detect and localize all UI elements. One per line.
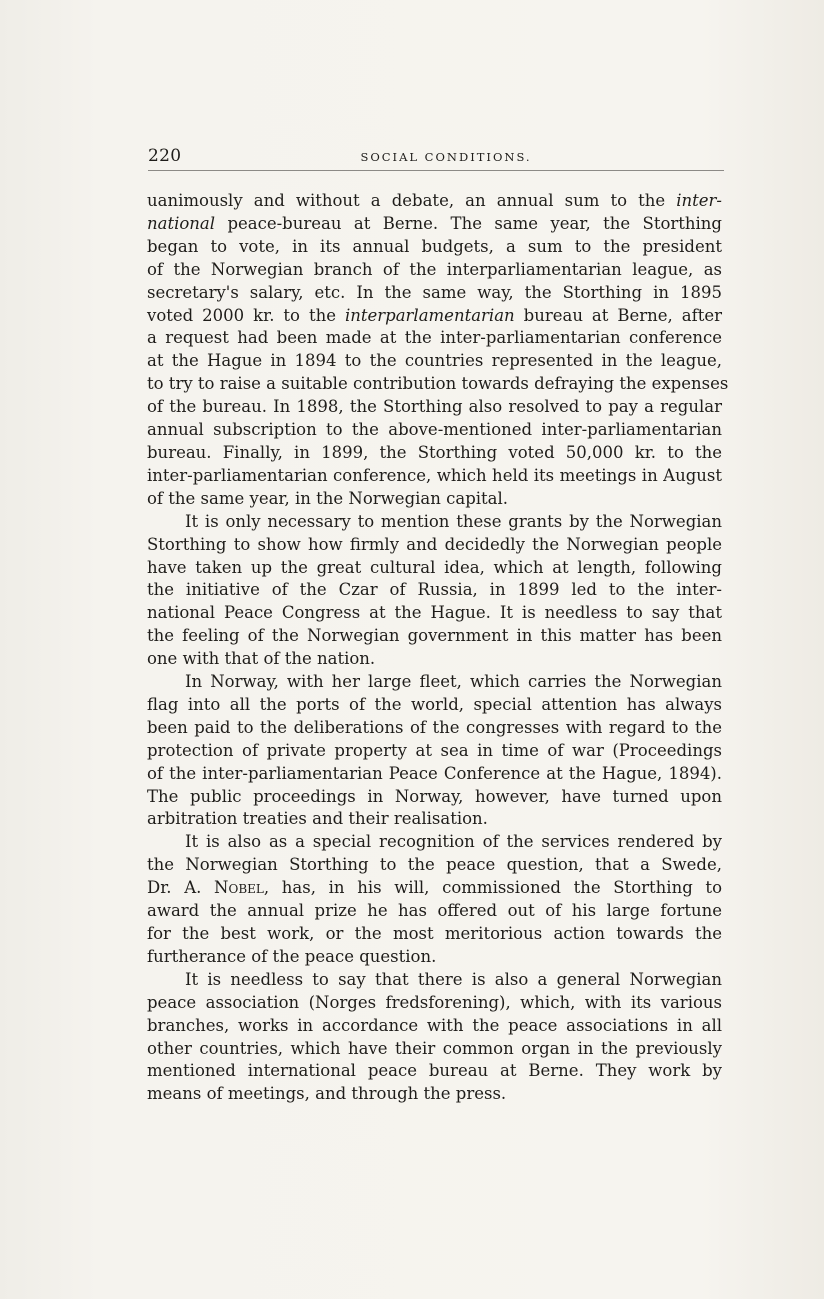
text-run: Dr. A. [147,878,215,898]
text-line [147,190,722,213]
text-line [147,1015,722,1038]
small-caps-name: Nobel [214,878,264,898]
text-line [147,534,722,557]
text-line [147,511,722,534]
text-line [147,648,722,671]
text-line [147,579,722,602]
paragraph [147,831,722,968]
text-line [147,396,722,419]
text-line [147,969,722,992]
text-line [147,671,722,694]
text-run: branches, works in accordance with the peace associations in all [147,1015,722,1035]
text-run: bureau at Berne, after [514,305,722,325]
text-run: began to vote, in its annual budgets, a sum to the president [147,236,722,256]
text-run: Storthing to show how firmly and decidedly the Norwegian people [147,534,722,554]
text-run: It is needless to say that there is also a general Norwegian [185,969,722,989]
text-line [147,900,722,923]
text-run: of the inter-parliamentarian Peace Conference at the Hague, 1894). [147,763,722,783]
page-number: 220 [148,146,182,166]
text-run: It is also as a special recognition of the services rendered by [185,832,722,852]
text-line [147,488,722,511]
text-run: annual subscription to the above-mentioned inter-parliamentarian [147,420,722,440]
text-run: national Peace Congress at the Hague. It is needless to say that [147,603,722,623]
text-line [147,557,722,580]
text-line [147,236,722,259]
paragraph [147,190,729,511]
text-line [147,442,722,465]
text-line [147,992,722,1015]
text-line [147,213,722,236]
text-line [147,282,722,305]
text-line [147,808,722,831]
text-run: flag into all the ports of the world, special attention has always [147,694,722,714]
text-run: secretary's salary, etc. In the same way, the Storthing in 1895 [147,282,722,302]
text-line [147,419,722,442]
text-run: The public proceedings in Norway, however, have turned upon [147,786,722,806]
paragraph [147,969,722,1106]
text-run: of the bureau. In 1898, the Storthing also resolved to pay a regular [147,397,722,417]
text-line [147,740,722,763]
italic-term: inter- [676,191,722,210]
running-title: SOCIAL CONDITIONS. [360,150,532,164]
text-run: voted 2000 kr. to the [147,305,345,325]
italic-term: interparlamentarian [344,305,515,325]
text-run: In Norway, with her large fleet, which carries the Norwegian [185,672,722,692]
text-line [147,350,722,373]
text-line [147,786,722,809]
text-line [147,259,722,282]
text-line [147,373,729,396]
italic-term: national [147,213,216,233]
text-run: award the annual prize he has offered out of his large fortune [147,901,722,921]
text-run: to try to raise a suitable contribution towards defraying the expenses [147,374,729,394]
text-run: at the Hague in 1894 to the countries represented in the league, [147,351,722,371]
text-line [147,1038,722,1061]
text-line [147,305,722,328]
text-run: been paid to the deliberations of the congresses with regard to the [147,717,722,737]
text-line [147,327,722,350]
text-run: the initiative of the Czar of Russia, in 1899 led to the inter- [147,580,722,600]
text-run: inter-parliamentarian conference, which held its meetings in August [147,465,722,485]
text-run: have taken up the great cultural idea, which at length, following [147,557,722,577]
text-run: protection of private property at sea in time of war (Proceedings [147,740,722,760]
text-line [147,877,722,900]
text-line [147,854,722,877]
text-run: of the same year, in the Norwegian capital. [147,488,509,508]
text-line [147,602,722,625]
text-run: bureau. Finally, in 1899, the Storthing voted 50,000 kr. to the [147,442,722,462]
text-run: uanimously and without a debate, an annual sum to the [147,191,677,210]
text-line [147,831,722,854]
text-run: , has, in his will, commissioned the Storthing to [263,878,723,898]
body-text [147,190,729,1106]
text-run: means of meetings, and through the press. [147,1084,507,1104]
text-line [147,717,722,740]
text-run: It is only necessary to mention these grants by the Norwegian [185,511,722,531]
text-run: other countries, which have their common organ in the previously [147,1038,722,1058]
text-line [147,465,722,488]
text-run: for the best work, or the most meritorious action towards the [147,924,722,943]
text-run: furtherance of the peace question. [147,946,437,966]
text-run: peace association (Norges fredsforening), which, with its various [147,992,722,1012]
text-line [147,763,722,786]
text-run: peace-bureau at Berne. The same year, the Storthing [215,213,722,233]
text-run: mentioned international peace bureau at Berne. They work by [147,1061,722,1081]
text-line [147,694,722,717]
text-line [147,923,722,946]
text-line [147,1083,722,1106]
page-header [148,146,724,171]
paragraph [147,671,722,831]
text-run: the Norwegian Storthing to the peace question, that a Swede, [147,855,722,875]
text-run: the feeling of the Norwegian government in this matter has been [147,626,722,646]
text-run: of the Norwegian branch of the interparliamentarian league, as [147,259,722,279]
text-line [147,625,722,648]
text-line [147,946,722,969]
text-run: a request had been made at the inter-parliamentarian conference [147,328,722,348]
text-run: one with that of the nation. [147,649,376,669]
text-line [147,1060,722,1083]
paragraph [147,511,722,671]
text-run: arbitration treaties and their realisation. [147,809,488,829]
